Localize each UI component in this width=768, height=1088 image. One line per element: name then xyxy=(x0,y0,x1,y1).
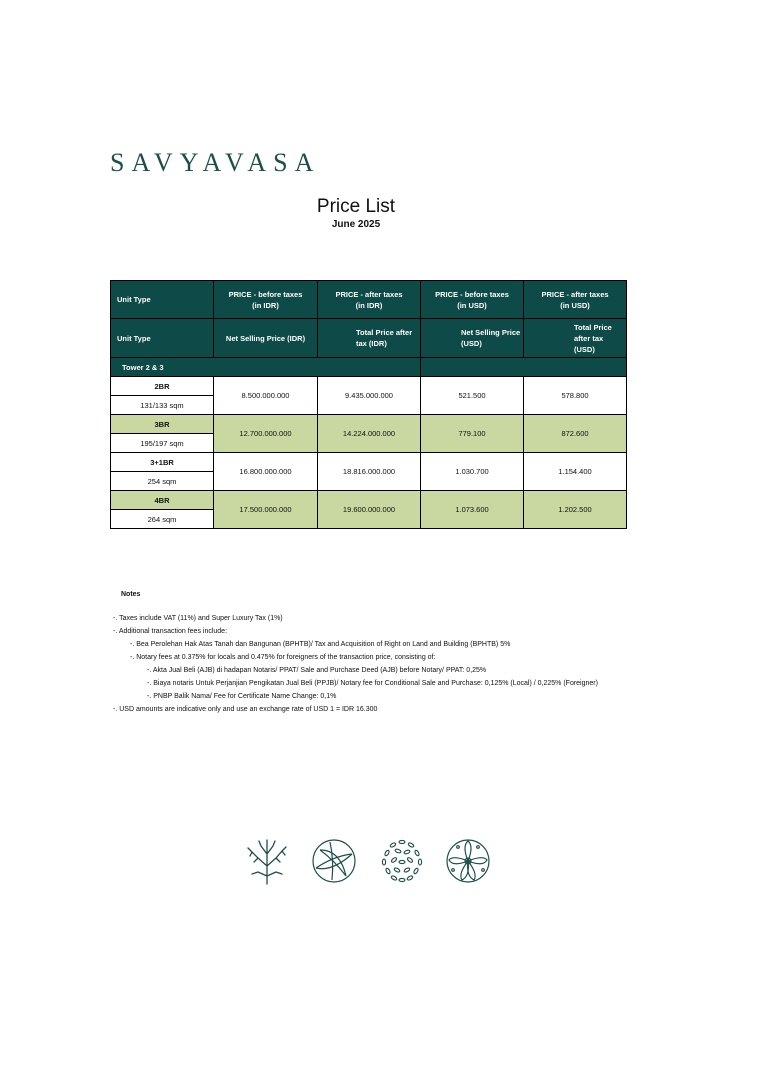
table-row xyxy=(111,377,627,396)
usd-after-cell: 1.154.400 xyxy=(524,453,627,491)
unit-type-cell: 3+1BR xyxy=(111,453,214,472)
subheader-total-after-usd: Total Price after tax (USD) xyxy=(524,319,627,358)
notes-section xyxy=(113,588,598,716)
usd-before-cell: 1.073.600 xyxy=(421,491,524,529)
header-price-after-idr: PRICE - after taxes (in IDR) xyxy=(318,281,421,319)
flower-circle-icon xyxy=(444,836,492,886)
note-line: -. Akta Jual Beli (AJB) di hadapan Notaris/ PPAT/ Sale and Purchase Deed (AJB) before Notary/ PPAT: 0,25% xyxy=(147,667,487,674)
page-date: June 2025 xyxy=(331,219,381,230)
note-line: -. USD amounts are indicative only and use an exchange rate of USD 1 = IDR 16.300 xyxy=(113,706,378,713)
note-line: -. Biaya notaris Untuk Perjanjian Pengikatan Jual Beli (PPJB)/ Notary fee for Conditional Sale and Purchase: 0,125% (Local) / 0,225% (Foreigner) xyxy=(147,680,598,687)
table-header-row xyxy=(111,281,627,319)
idr-before-cell: 16.800.000.000 xyxy=(214,453,318,491)
note-line: -. Bea Perolehan Hak Atas Tanah dan Bangunan (BPHTB)/ Tax and Acquisition of Right on Land and Building (BPHTB) 5% xyxy=(130,641,511,648)
unit-size-cell: 131/133 sqm xyxy=(111,396,214,415)
note-line: -. Taxes include VAT (11%) and Super Luxury Tax (1%) xyxy=(113,615,283,622)
unit-type-cell: 4BR xyxy=(111,491,214,510)
usd-before-cell: 1.030.700 xyxy=(421,453,524,491)
coral-branch-icon xyxy=(244,836,290,886)
idr-before-cell: 12.700.000.000 xyxy=(214,415,318,453)
header-unit-type: Unit Type xyxy=(111,281,214,319)
idr-before-cell: 17.500.000.000 xyxy=(214,491,318,529)
table-row xyxy=(111,415,627,434)
subheader-unit-type: Unit Type xyxy=(111,319,214,358)
leaf-circle-icon xyxy=(310,836,358,886)
usd-after-cell: 1.202.500 xyxy=(524,491,627,529)
unit-size-cell: 254 sqm xyxy=(111,472,214,491)
idr-before-cell: 8.500.000.000 xyxy=(214,377,318,415)
unit-size-cell: 195/197 sqm xyxy=(111,434,214,453)
usd-after-cell: 578.800 xyxy=(524,377,627,415)
table-row xyxy=(111,453,627,472)
header-price-before-usd: PRICE - before taxes (in USD) xyxy=(421,281,524,319)
section-spacer xyxy=(421,358,627,377)
table-subheader-row xyxy=(111,319,627,358)
price-table xyxy=(110,280,627,529)
idr-after-cell: 18.816.000.000 xyxy=(318,453,421,491)
usd-before-cell: 779.100 xyxy=(421,415,524,453)
usd-before-cell: 521.500 xyxy=(421,377,524,415)
header-price-after-usd: PRICE - after taxes (in USD) xyxy=(524,281,627,319)
subheader-total-after-idr: Total Price after tax (IDR) xyxy=(318,319,421,358)
subheader-net-selling-idr: Net Selling Price (IDR) xyxy=(214,319,318,358)
subheader-net-selling-usd: Net Selling Price (USD) xyxy=(421,319,524,358)
section-row xyxy=(111,358,627,377)
table-row xyxy=(111,491,627,510)
note-line: -. PNBP Balik Nama/ Fee for Certificate Name Change: 0,1% xyxy=(147,693,337,700)
unit-size-cell: 264 sqm xyxy=(111,510,214,529)
decorative-icons xyxy=(244,836,494,886)
idr-after-cell: 9.435.000.000 xyxy=(318,377,421,415)
header-price-before-idr: PRICE - before taxes (in IDR) xyxy=(214,281,318,319)
usd-after-cell: 872.600 xyxy=(524,415,627,453)
unit-type-cell: 3BR xyxy=(111,415,214,434)
page-title: Price List xyxy=(316,196,396,217)
notes-heading: Notes xyxy=(121,591,141,598)
note-line: -. Additional transaction fees include: xyxy=(113,628,228,635)
brand-logo: SAVYAVASA xyxy=(110,148,321,177)
seed-cluster-icon xyxy=(378,836,426,886)
idr-after-cell: 14.224.000.000 xyxy=(318,415,421,453)
idr-after-cell: 19.600.000.000 xyxy=(318,491,421,529)
note-line: -. Notary fees at 0.375% for locals and 0.475% for foreigners of the transaction price, consisting of: xyxy=(130,654,436,661)
unit-type-cell: 2BR xyxy=(111,377,214,396)
section-label: Tower 2 & 3 xyxy=(111,358,421,377)
